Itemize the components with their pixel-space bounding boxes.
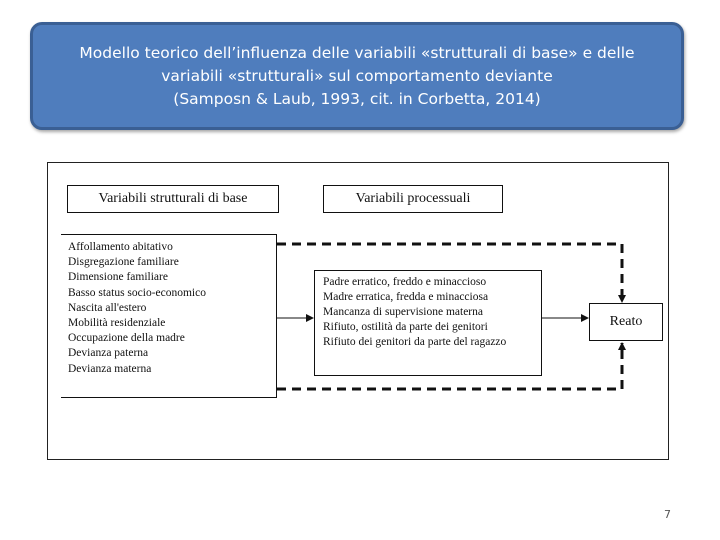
structural-item: Occupazione della madre — [68, 332, 185, 345]
page-number: 7 — [664, 508, 671, 521]
structural-item: Dimensione familiare — [68, 271, 168, 284]
title-line-3: (Samposn & Laub, 1993, cit. in Corbetta, 2014) — [173, 89, 541, 108]
process-item: Rifiuto, ostilità da parte dei genitori — [323, 321, 488, 333]
dashed-direct-path-bottom — [277, 343, 622, 389]
structural-item: Disgregazione familiare — [68, 256, 179, 269]
structural-item: Devianza paterna — [68, 347, 149, 360]
structural-item: Basso status socio-economico — [68, 286, 206, 299]
process-item: Padre erratico, freddo e minaccioso — [323, 276, 487, 288]
process-item: Rifiuto dei genitori da parte del ragazzo — [323, 336, 507, 348]
process-header-label: Variabili processuali — [355, 191, 471, 206]
structural-item: Mobilità residenziale — [68, 317, 166, 330]
dashed-direct-path-top — [277, 244, 622, 302]
process-item: Madre erratica, fredda e minacciosa — [323, 291, 489, 303]
outcome-label: Reato — [609, 314, 643, 329]
structural-header-label: Variabili strutturali di base — [98, 191, 248, 206]
process-item: Mancanza di supervisione materna — [323, 306, 483, 318]
title-line-2: variabili «strutturali» sul comportamento deviante — [161, 66, 553, 85]
structural-item: Affollamento abitativo — [68, 241, 173, 253]
structural-item: Devianza materna — [68, 362, 152, 375]
title-line-1: Modello teorico dell’influenza delle variabili «strutturali di base» e delle — [79, 43, 635, 62]
structural-item: Nascita all'estero — [68, 301, 147, 314]
